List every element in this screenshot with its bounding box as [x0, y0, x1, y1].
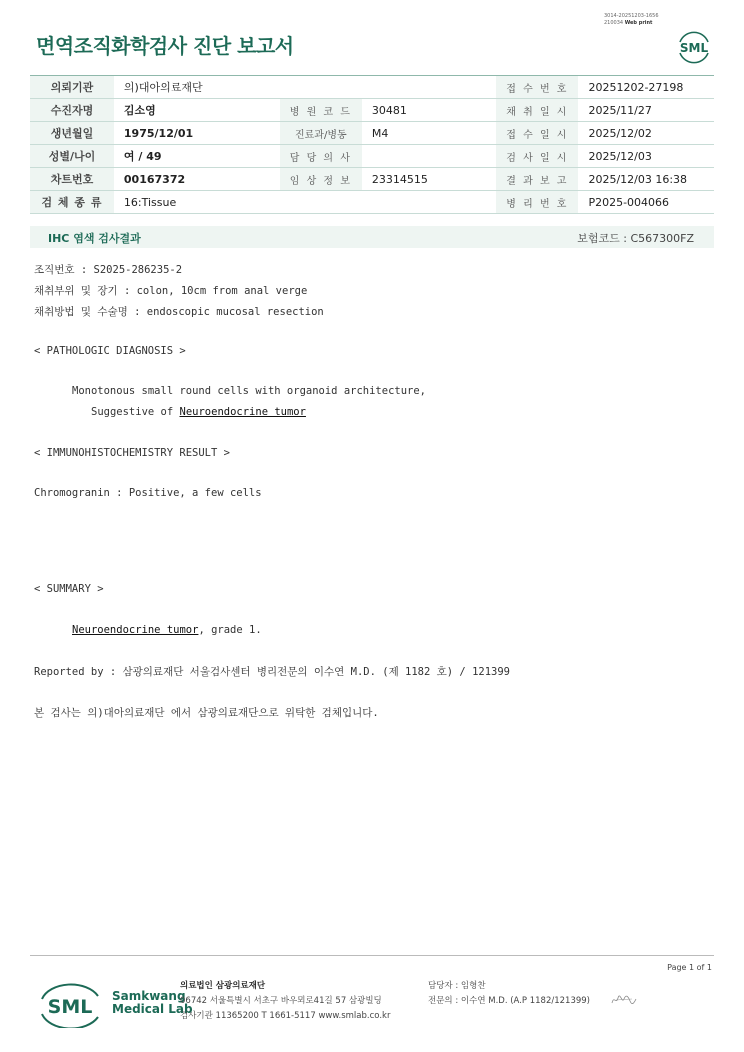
specialist-name: 이수연 M.D. (A.P 1182/121399) [460, 996, 590, 1006]
value-doctor [362, 145, 496, 168]
org-contact: 검사기관 11365200 T 1661-5117 www.smlab.co.kr [180, 1011, 391, 1021]
page-title: 면역조직화학검사 진단 보고서 [36, 34, 294, 58]
label-result-report: 결 과 보 고 [496, 168, 578, 191]
manager-label: 담당자 : [428, 981, 459, 991]
summary-term: Neuroendocrine tumor [72, 624, 199, 636]
label-pathology-no: 병 리 번 호 [496, 191, 578, 214]
summary-header: < SUMMARY > [34, 583, 104, 595]
value-collection-date: 2025/11/27 [578, 99, 714, 122]
label-collection-date: 채 취 일 시 [496, 99, 578, 122]
print-mode: Web print [624, 20, 653, 26]
tissue-number: 조직번호 : S2025-286235-2 [34, 264, 183, 276]
signature-icon [610, 993, 638, 1007]
patient-info-table [30, 75, 714, 214]
value-requester: 의)대아의료재단 [114, 76, 496, 99]
page-number: Page 1 of 1 [667, 963, 712, 972]
value-birthdate: 1975/12/01 [114, 122, 280, 145]
value-result-report: 2025/12/03 16:38 [578, 168, 714, 191]
specialist-label: 전문의 : [428, 996, 459, 1006]
value-clinical-info: 23314515 [362, 168, 496, 191]
value-sex-age: 여 / 49 [114, 145, 280, 168]
label-department: 진료과/병동 [280, 122, 362, 145]
print-code: 210034 [604, 20, 624, 26]
summary-line [72, 624, 262, 636]
value-receipt-no: 20251202-27198 [578, 76, 714, 99]
label-receipt-no: 접 수 번 호 [496, 76, 578, 99]
label-hospital-code: 병 원 코 드 [280, 99, 362, 122]
diagnosis-header: < PATHOLOGIC DIAGNOSIS > [34, 345, 186, 357]
table-row [30, 168, 714, 191]
label-sex-age: 성별/나이 [30, 145, 114, 168]
org-name: 의료법인 삼광의료재단 [180, 981, 266, 991]
label-clinical-info: 임 상 정 보 [280, 168, 362, 191]
label-specimen: 검 체 종 류 [30, 191, 114, 214]
value-pathology-no: P2025-004066 [578, 191, 714, 214]
org-address: 06742 서울특별시 서초구 바우뫼로41길 57 삼광빌딩 [180, 996, 382, 1006]
label-doctor: 담 당 의 사 [280, 145, 362, 168]
org-block [180, 979, 390, 1024]
collection-site: 채취부위 및 장기 : colon, 10cm from anal verge [34, 285, 308, 297]
value-test-date: 2025/12/03 [578, 145, 714, 168]
value-receipt-date: 2025/12/02 [578, 122, 714, 145]
print-stamp [604, 13, 659, 27]
insurance-code: 보험코드 : C567300FZ [577, 232, 694, 245]
ihc-header: < IMMUNOHISTOCHEMISTRY RESULT > [34, 447, 230, 459]
value-patient-name: 김소영 [114, 99, 280, 122]
value-specimen: 16:Tissue [114, 191, 496, 214]
table-row [30, 191, 714, 214]
value-department: M4 [362, 122, 496, 145]
label-receipt-date: 접 수 일 시 [496, 122, 578, 145]
collection-method: 채취방법 및 수술명 : endoscopic mucosal resection [34, 306, 324, 318]
diagnosis-prefix: Suggestive of [91, 406, 180, 418]
print-id: 3014-20251203-1656 [604, 13, 659, 19]
sml-logo-icon [676, 28, 712, 64]
diagnosis-line2 [91, 406, 306, 418]
summary-grade: , grade 1. [198, 624, 262, 636]
value-hospital-code: 30481 [362, 99, 496, 122]
staff-block [428, 979, 590, 1009]
ihc-section-label: IHC 염색 검사결과 [48, 232, 141, 245]
table-row [30, 99, 714, 122]
diagnosis-term: Neuroendocrine tumor [179, 406, 306, 418]
table-row [30, 76, 714, 99]
ihc-result: Chromogranin : Positive, a few cells [34, 487, 262, 499]
table-row [30, 145, 714, 168]
ihc-section-bar [30, 226, 714, 248]
manager-name: 임형찬 [460, 981, 486, 991]
label-test-date: 검 사 일 시 [496, 145, 578, 168]
label-requester: 의뢰기관 [30, 76, 114, 99]
label-patient-name: 수진자명 [30, 99, 114, 122]
footer-logo-text: SML [47, 996, 93, 1018]
value-chart-no: 00167372 [114, 168, 280, 191]
samkwang-logo-icon [36, 982, 108, 1028]
footer-divider [30, 955, 714, 956]
reported-by: Reported by : 삼광의료재단 서울검사센터 병리전문의 이수연 M.D. (제 1182 호) / 121399 [34, 666, 511, 678]
label-chart-no: 차트번호 [30, 168, 114, 191]
brand-line2: Medical Lab [112, 1002, 193, 1016]
brand-line1: Samkwang [112, 989, 186, 1003]
consignment-note: 본 검사는 의)대아의료재단 에서 삼광의료재단으로 위탁한 검체입니다. [34, 707, 379, 719]
diagnosis-line1: Monotonous small round cells with organoid architecture, [72, 385, 427, 397]
logo-text: SML [679, 41, 709, 55]
table-row [30, 122, 714, 145]
label-birthdate: 생년월일 [30, 122, 114, 145]
